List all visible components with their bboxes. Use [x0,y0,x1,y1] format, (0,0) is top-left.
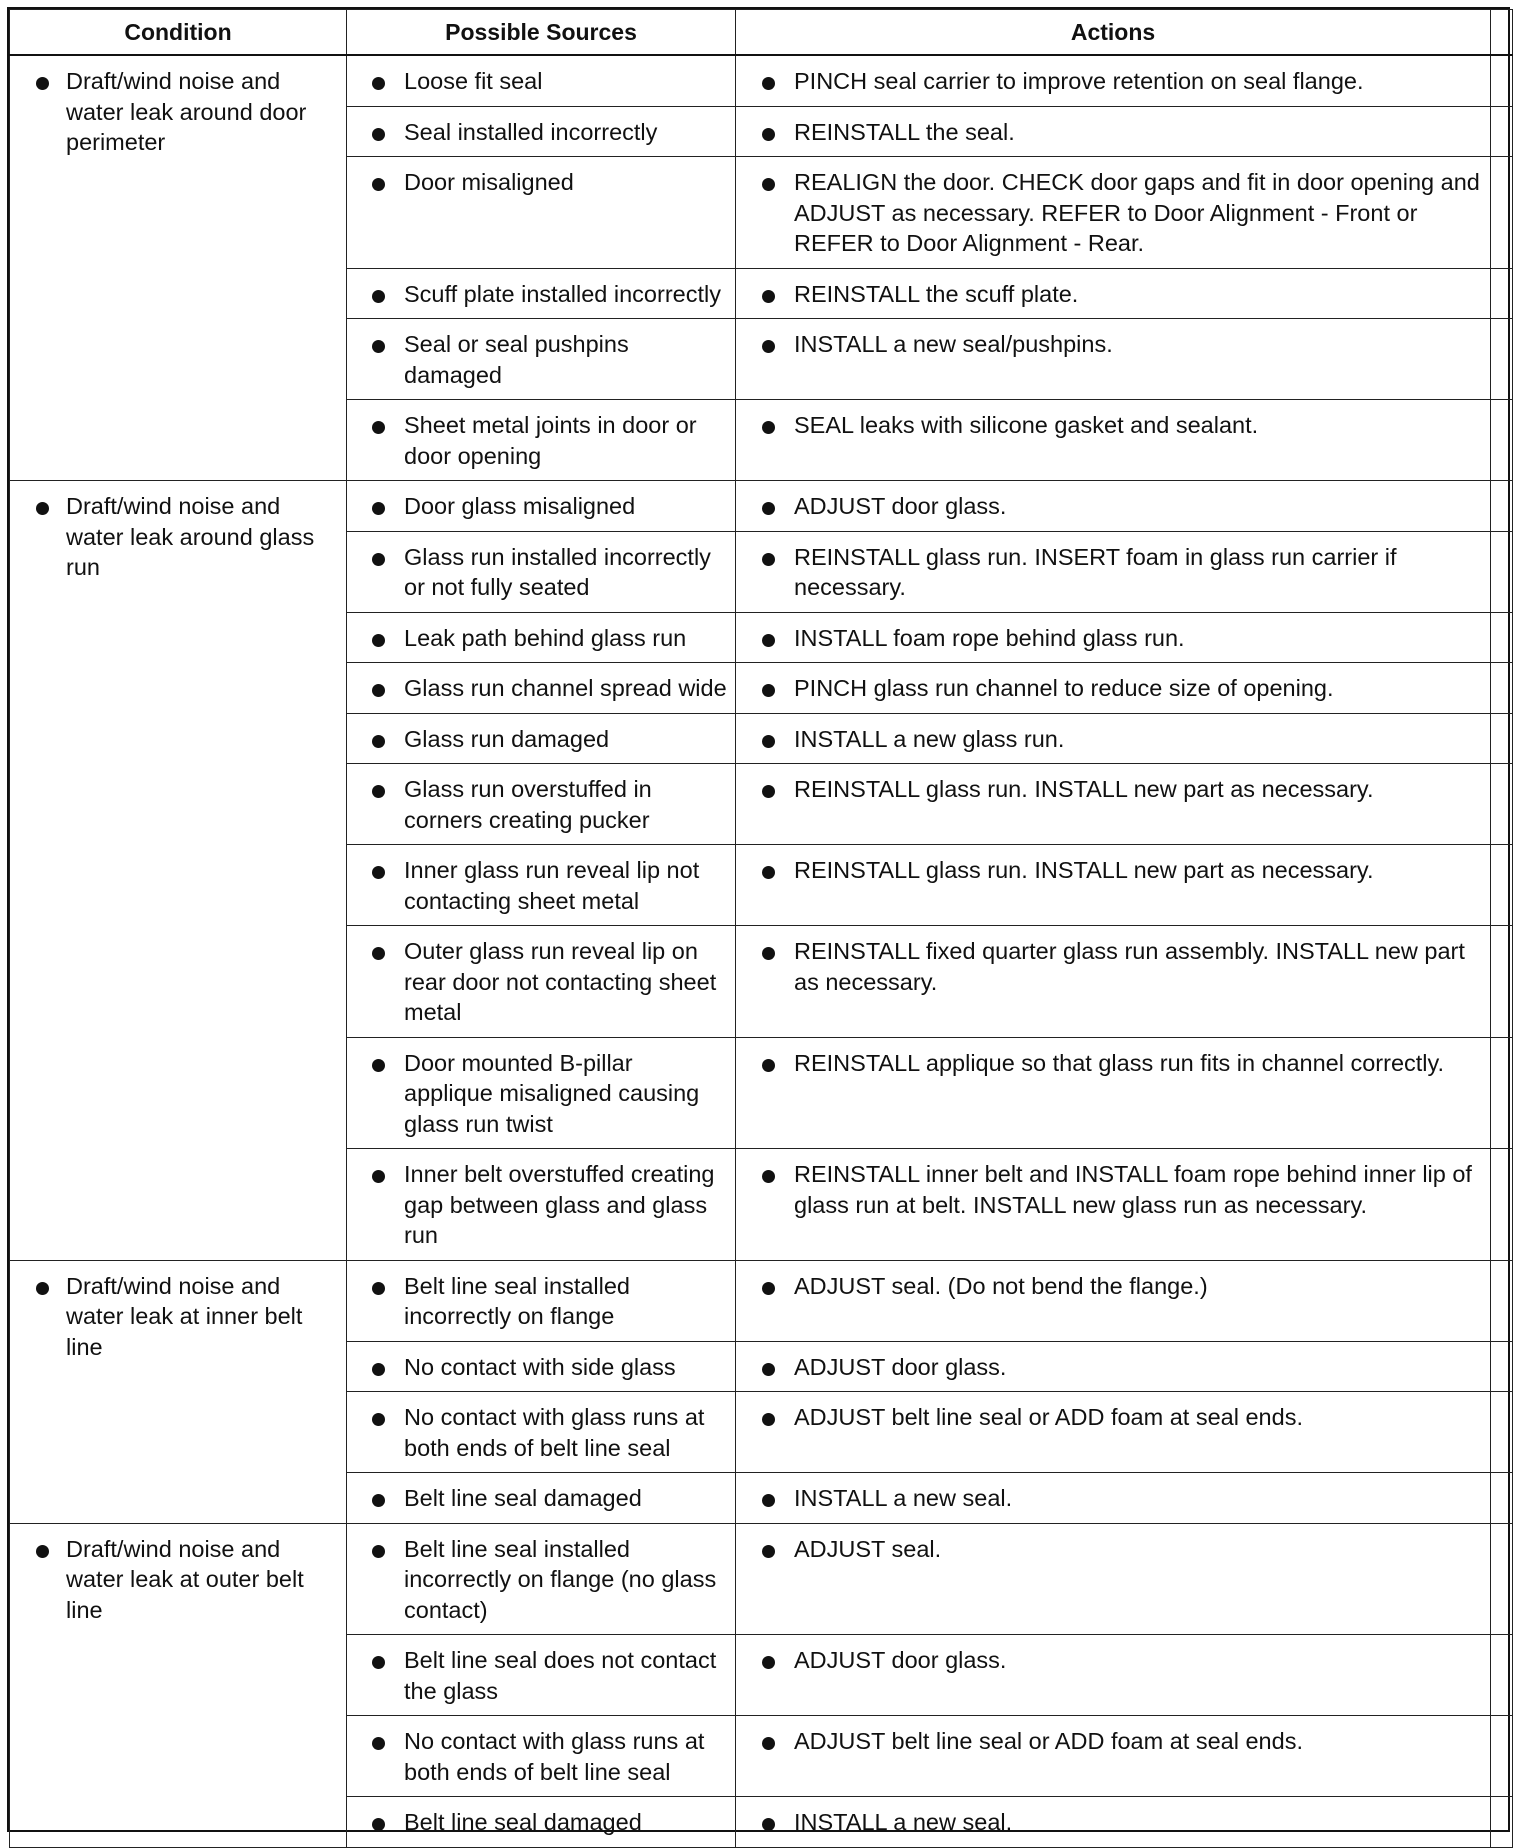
table-row [10,481,1513,532]
source-text: Sheet metal joints in door or door opening [404,412,697,469]
action-cell [736,1149,1491,1261]
action-text: REALIGN the door. CHECK door gaps and fit in door opening and ADJUST as necessary. REFER to Door Alignment - Front or REFER to Door Alignment - Rear. [794,169,1480,256]
condition-cell [10,481,347,1261]
source-cell [347,1260,736,1341]
bullet-dot-icon [762,340,775,353]
source-cell [347,764,736,845]
action-cell [736,106,1491,157]
source-text: Outer glass run reveal lip on rear door not contacting sheet metal [404,938,717,1025]
source-text: Door misaligned [404,169,574,195]
action-text: REINSTALL applique so that glass run fits in channel correctly. [794,1049,1445,1076]
table-row [10,55,1513,106]
source-bullet-item [347,400,735,480]
source-bullet-item [347,481,735,531]
action-text: SEAL leaks with silicone gasket and sealant. [794,412,1259,438]
gutter-cell [1491,106,1513,157]
source-bullet-item [347,1473,735,1523]
bullet-dot-icon [372,178,385,191]
action-bullet-item [736,926,1490,1006]
bullet-dot-icon [36,1545,49,1558]
bullet-dot-icon [372,77,385,90]
action-bullet-item [736,1797,1490,1847]
bullet-dot-icon [762,684,775,697]
bullet-dot-icon [372,866,385,879]
bullet-dot-icon [762,1818,775,1831]
bullet-dot-icon [762,502,775,515]
bullet-dot-icon [372,1818,385,1831]
source-text: Loose fit seal [404,68,543,94]
gutter-cell [1491,1341,1513,1392]
gutter-cell [1491,531,1513,612]
condition-cell [10,1260,347,1523]
gutter-cell [1491,481,1513,532]
action-cell [736,400,1491,481]
action-text: INSTALL a new seal. [794,1809,1013,1835]
action-cell [736,1037,1491,1149]
source-bullet-item [347,1261,735,1341]
action-cell [736,1392,1491,1473]
source-cell [347,531,736,612]
bullet-dot-icon [372,785,385,798]
source-cell [347,1392,736,1473]
action-bullet-item [736,1716,1490,1766]
source-bullet-item [347,613,735,663]
action-text: ADJUST door glass. [794,1647,1007,1673]
source-cell [347,1716,736,1797]
actions-header: Actions [736,10,1491,56]
action-bullet-item [736,481,1490,531]
source-cell [347,481,736,532]
bullet-dot-icon [762,1363,775,1376]
bullet-dot-icon [762,785,775,798]
action-text: ADJUST seal. (Do not bend the flange.) [794,1272,1208,1299]
bullet-dot-icon [372,128,385,141]
action-bullet-item [736,1635,1490,1685]
condition-bullet-item [10,56,346,167]
source-cell [347,157,736,269]
header-row [10,10,1513,56]
bullet-dot-icon [762,421,775,434]
gutter-cell [1491,663,1513,714]
source-text: No contact with side glass [404,1353,676,1380]
action-text: INSTALL a new glass run. [794,725,1065,752]
bullet-dot-icon [372,1059,385,1072]
source-cell [347,663,736,714]
bullet-dot-icon [372,1656,385,1669]
action-bullet-item [736,764,1490,814]
action-cell [736,1797,1491,1848]
action-cell [736,926,1491,1038]
action-text: PINCH seal carrier to improve retention on seal flange. [794,68,1364,94]
table-row [10,1260,1513,1341]
gutter-cell [1491,713,1513,764]
gutter-cell [1491,55,1513,106]
gutter-cell [1491,1635,1513,1716]
gutter-cell [1491,1473,1513,1524]
bullet-dot-icon [372,340,385,353]
action-cell [736,764,1491,845]
bullet-dot-icon [36,1282,49,1295]
source-bullet-item [347,1392,735,1472]
source-cell [347,400,736,481]
source-cell [347,1473,736,1524]
bullet-dot-icon [762,1494,775,1507]
bullet-dot-icon [762,290,775,303]
source-cell [347,319,736,400]
source-text: Scuff plate installed incorrectly [404,280,721,307]
gutter-header [1491,10,1513,56]
action-bullet-item [736,107,1490,157]
action-cell [736,1635,1491,1716]
source-bullet-item [347,845,735,925]
source-text: Glass run installed incorrectly or not fully seated [404,543,711,600]
action-cell [736,481,1491,532]
gutter-cell [1491,1523,1513,1635]
action-bullet-item [736,319,1490,369]
bullet-dot-icon [372,735,385,748]
bullet-dot-icon [372,1413,385,1426]
source-bullet-item [347,926,735,1037]
action-cell [736,157,1491,269]
source-text: Belt line seal does not contact the glass [404,1647,717,1704]
action-bullet-item [736,400,1490,450]
gutter-cell [1491,845,1513,926]
action-cell [736,319,1491,400]
bullet-dot-icon [372,684,385,697]
gutter-cell [1491,1392,1513,1473]
action-bullet-item [736,157,1490,268]
condition-cell [10,55,347,481]
bullet-dot-icon [762,947,775,960]
source-bullet-item [347,714,735,764]
source-text: Belt line seal installed incorrectly on flange (no glass contact) [404,1535,717,1623]
bullet-dot-icon [762,1413,775,1426]
bullet-dot-icon [372,1282,385,1295]
action-text: ADJUST door glass. [794,1353,1007,1380]
bullet-dot-icon [762,866,775,879]
source-bullet-item [347,319,735,399]
action-text: ADJUST door glass. [794,493,1007,519]
action-bullet-item [736,532,1490,612]
source-text: Inner glass run reveal lip not contacting sheet metal [404,857,700,914]
source-bullet-item [347,1797,735,1847]
bullet-dot-icon [36,77,49,90]
diagnosis-table [9,9,1513,1848]
source-cell [347,1523,736,1635]
action-bullet-item [736,845,1490,895]
action-text: REINSTALL fixed quarter glass run assembly. INSTALL new part as necessary. [794,938,1465,995]
bullet-dot-icon [372,1494,385,1507]
source-text: Door glass misaligned [404,493,636,519]
source-cell [347,268,736,319]
action-cell [736,1260,1491,1341]
bullet-dot-icon [372,1170,385,1183]
action-cell [736,612,1491,663]
gutter-cell [1491,1716,1513,1797]
table-body [10,55,1513,1847]
source-text: Glass run overstuffed in corners creating pucker [404,776,652,833]
source-text: Glass run damaged [404,725,610,752]
bullet-dot-icon [762,1059,775,1072]
bullet-dot-icon [762,1545,775,1558]
action-text: REINSTALL glass run. INSERT foam in glass run carrier if necessary. [794,543,1397,600]
bullet-dot-icon [372,553,385,566]
action-bullet-item [736,269,1490,319]
action-cell [736,55,1491,106]
action-bullet-item [736,613,1490,663]
bullet-dot-icon [372,947,385,960]
source-cell [347,845,736,926]
bullet-dot-icon [372,421,385,434]
bullet-dot-icon [762,553,775,566]
source-cell [347,713,736,764]
table-row [10,1523,1513,1635]
bullet-dot-icon [762,1170,775,1183]
bullet-dot-icon [372,1545,385,1558]
action-bullet-item [736,1524,1490,1574]
source-text: Seal installed incorrectly [404,118,658,145]
gutter-cell [1491,319,1513,400]
gutter-cell [1491,1149,1513,1261]
action-bullet-item [736,1149,1490,1229]
action-text: REINSTALL inner belt and INSTALL foam rope behind inner lip of glass run at belt. INSTALL new glass run as necessary. [794,1161,1472,1218]
bullet-dot-icon [762,1282,775,1295]
source-text: No contact with glass runs at both ends of belt line seal [404,1728,705,1785]
bullet-dot-icon [762,128,775,141]
source-bullet-item [347,1342,735,1392]
source-text: Glass run channel spread wide [404,675,727,701]
action-cell [736,713,1491,764]
action-bullet-item [736,714,1490,764]
source-text: Inner belt overstuffed creating gap between glass and glass run [404,1161,715,1248]
source-cell [347,1635,736,1716]
bullet-dot-icon [372,634,385,647]
source-cell [347,106,736,157]
gutter-cell [1491,400,1513,481]
condition-bullet-item [10,1524,346,1635]
action-cell [736,531,1491,612]
condition-text: Draft/wind noise and water leak around door perimeter [66,68,307,155]
action-text: ADJUST belt line seal or ADD foam at seal ends. [794,1728,1303,1754]
action-cell [736,663,1491,714]
source-cell [347,926,736,1038]
source-bullet-item [347,269,735,319]
gutter-cell [1491,1037,1513,1149]
bullet-dot-icon [372,502,385,515]
action-text: ADJUST seal. [794,1535,942,1562]
action-bullet-item [736,56,1490,106]
source-cell [347,55,736,106]
bullet-dot-icon [762,1737,775,1750]
source-bullet-item [347,1635,735,1715]
action-text: ADJUST belt line seal or ADD foam at seal ends. [794,1404,1303,1430]
gutter-cell [1491,612,1513,663]
gutter-cell [1491,926,1513,1038]
bullet-dot-icon [762,77,775,90]
source-text: Door mounted B-pillar applique misaligned causing glass run twist [404,1049,700,1137]
source-cell [347,612,736,663]
source-text: Belt line seal damaged [404,1485,642,1511]
condition-header: Condition [10,10,347,56]
diagnosis-table-frame [7,7,1510,1835]
action-cell [736,1523,1491,1635]
bullet-dot-icon [372,1737,385,1750]
source-text: No contact with glass runs at both ends of belt line seal [404,1404,705,1461]
bullet-dot-icon [762,178,775,191]
source-cell [347,1797,736,1848]
condition-text: Draft/wind noise and water leak around glass run [66,493,315,580]
bullet-dot-icon [372,290,385,303]
action-text: REINSTALL glass run. INSTALL new part as necessary. [794,857,1374,883]
action-text: INSTALL a new seal. [794,1485,1013,1511]
source-text: Leak path behind glass run [404,624,687,651]
gutter-cell [1491,1260,1513,1341]
source-cell [347,1149,736,1261]
condition-text: Draft/wind noise and water leak at inner belt line [66,1272,303,1360]
action-text: PINCH glass run channel to reduce size of opening. [794,675,1334,701]
gutter-cell [1491,157,1513,269]
source-bullet-item [347,1149,735,1260]
action-bullet-item [736,1038,1490,1088]
action-cell [736,1716,1491,1797]
action-text: INSTALL a new seal/pushpins. [794,331,1113,357]
bullet-dot-icon [762,1656,775,1669]
source-bullet-item [347,663,735,713]
source-bullet-item [347,107,735,157]
source-bullet-item [347,56,735,106]
action-text: REINSTALL the seal. [794,118,1015,145]
action-bullet-item [736,1261,1490,1311]
source-bullet-item [347,1524,735,1635]
action-text: REINSTALL glass run. INSTALL new part as necessary. [794,776,1374,802]
condition-cell [10,1523,347,1847]
bullet-dot-icon [372,1363,385,1376]
action-bullet-item [736,1342,1490,1392]
gutter-cell [1491,764,1513,845]
action-cell [736,845,1491,926]
gutter-cell [1491,1797,1513,1848]
action-cell [736,1473,1491,1524]
action-text: INSTALL foam rope behind glass run. [794,624,1185,651]
bullet-dot-icon [762,634,775,647]
source-bullet-item [347,764,735,844]
sources-header: Possible Sources [347,10,736,56]
bullet-dot-icon [36,502,49,515]
action-cell [736,268,1491,319]
source-cell [347,1341,736,1392]
action-bullet-item [736,663,1490,713]
gutter-cell [1491,268,1513,319]
source-bullet-item [347,1716,735,1796]
action-bullet-item [736,1473,1490,1523]
source-text: Belt line seal damaged [404,1809,642,1835]
action-bullet-item [736,1392,1490,1442]
bullet-dot-icon [762,735,775,748]
source-text: Seal or seal pushpins damaged [404,331,629,388]
source-text: Belt line seal installed incorrectly on flange [404,1272,630,1329]
source-bullet-item [347,532,735,612]
source-cell [347,1037,736,1149]
condition-bullet-item [10,481,346,592]
condition-text: Draft/wind noise and water leak at outer belt line [66,1535,304,1623]
source-bullet-item [347,1038,735,1149]
condition-bullet-item [10,1261,346,1372]
action-cell [736,1341,1491,1392]
source-bullet-item [347,157,735,207]
action-text: REINSTALL the scuff plate. [794,280,1079,307]
